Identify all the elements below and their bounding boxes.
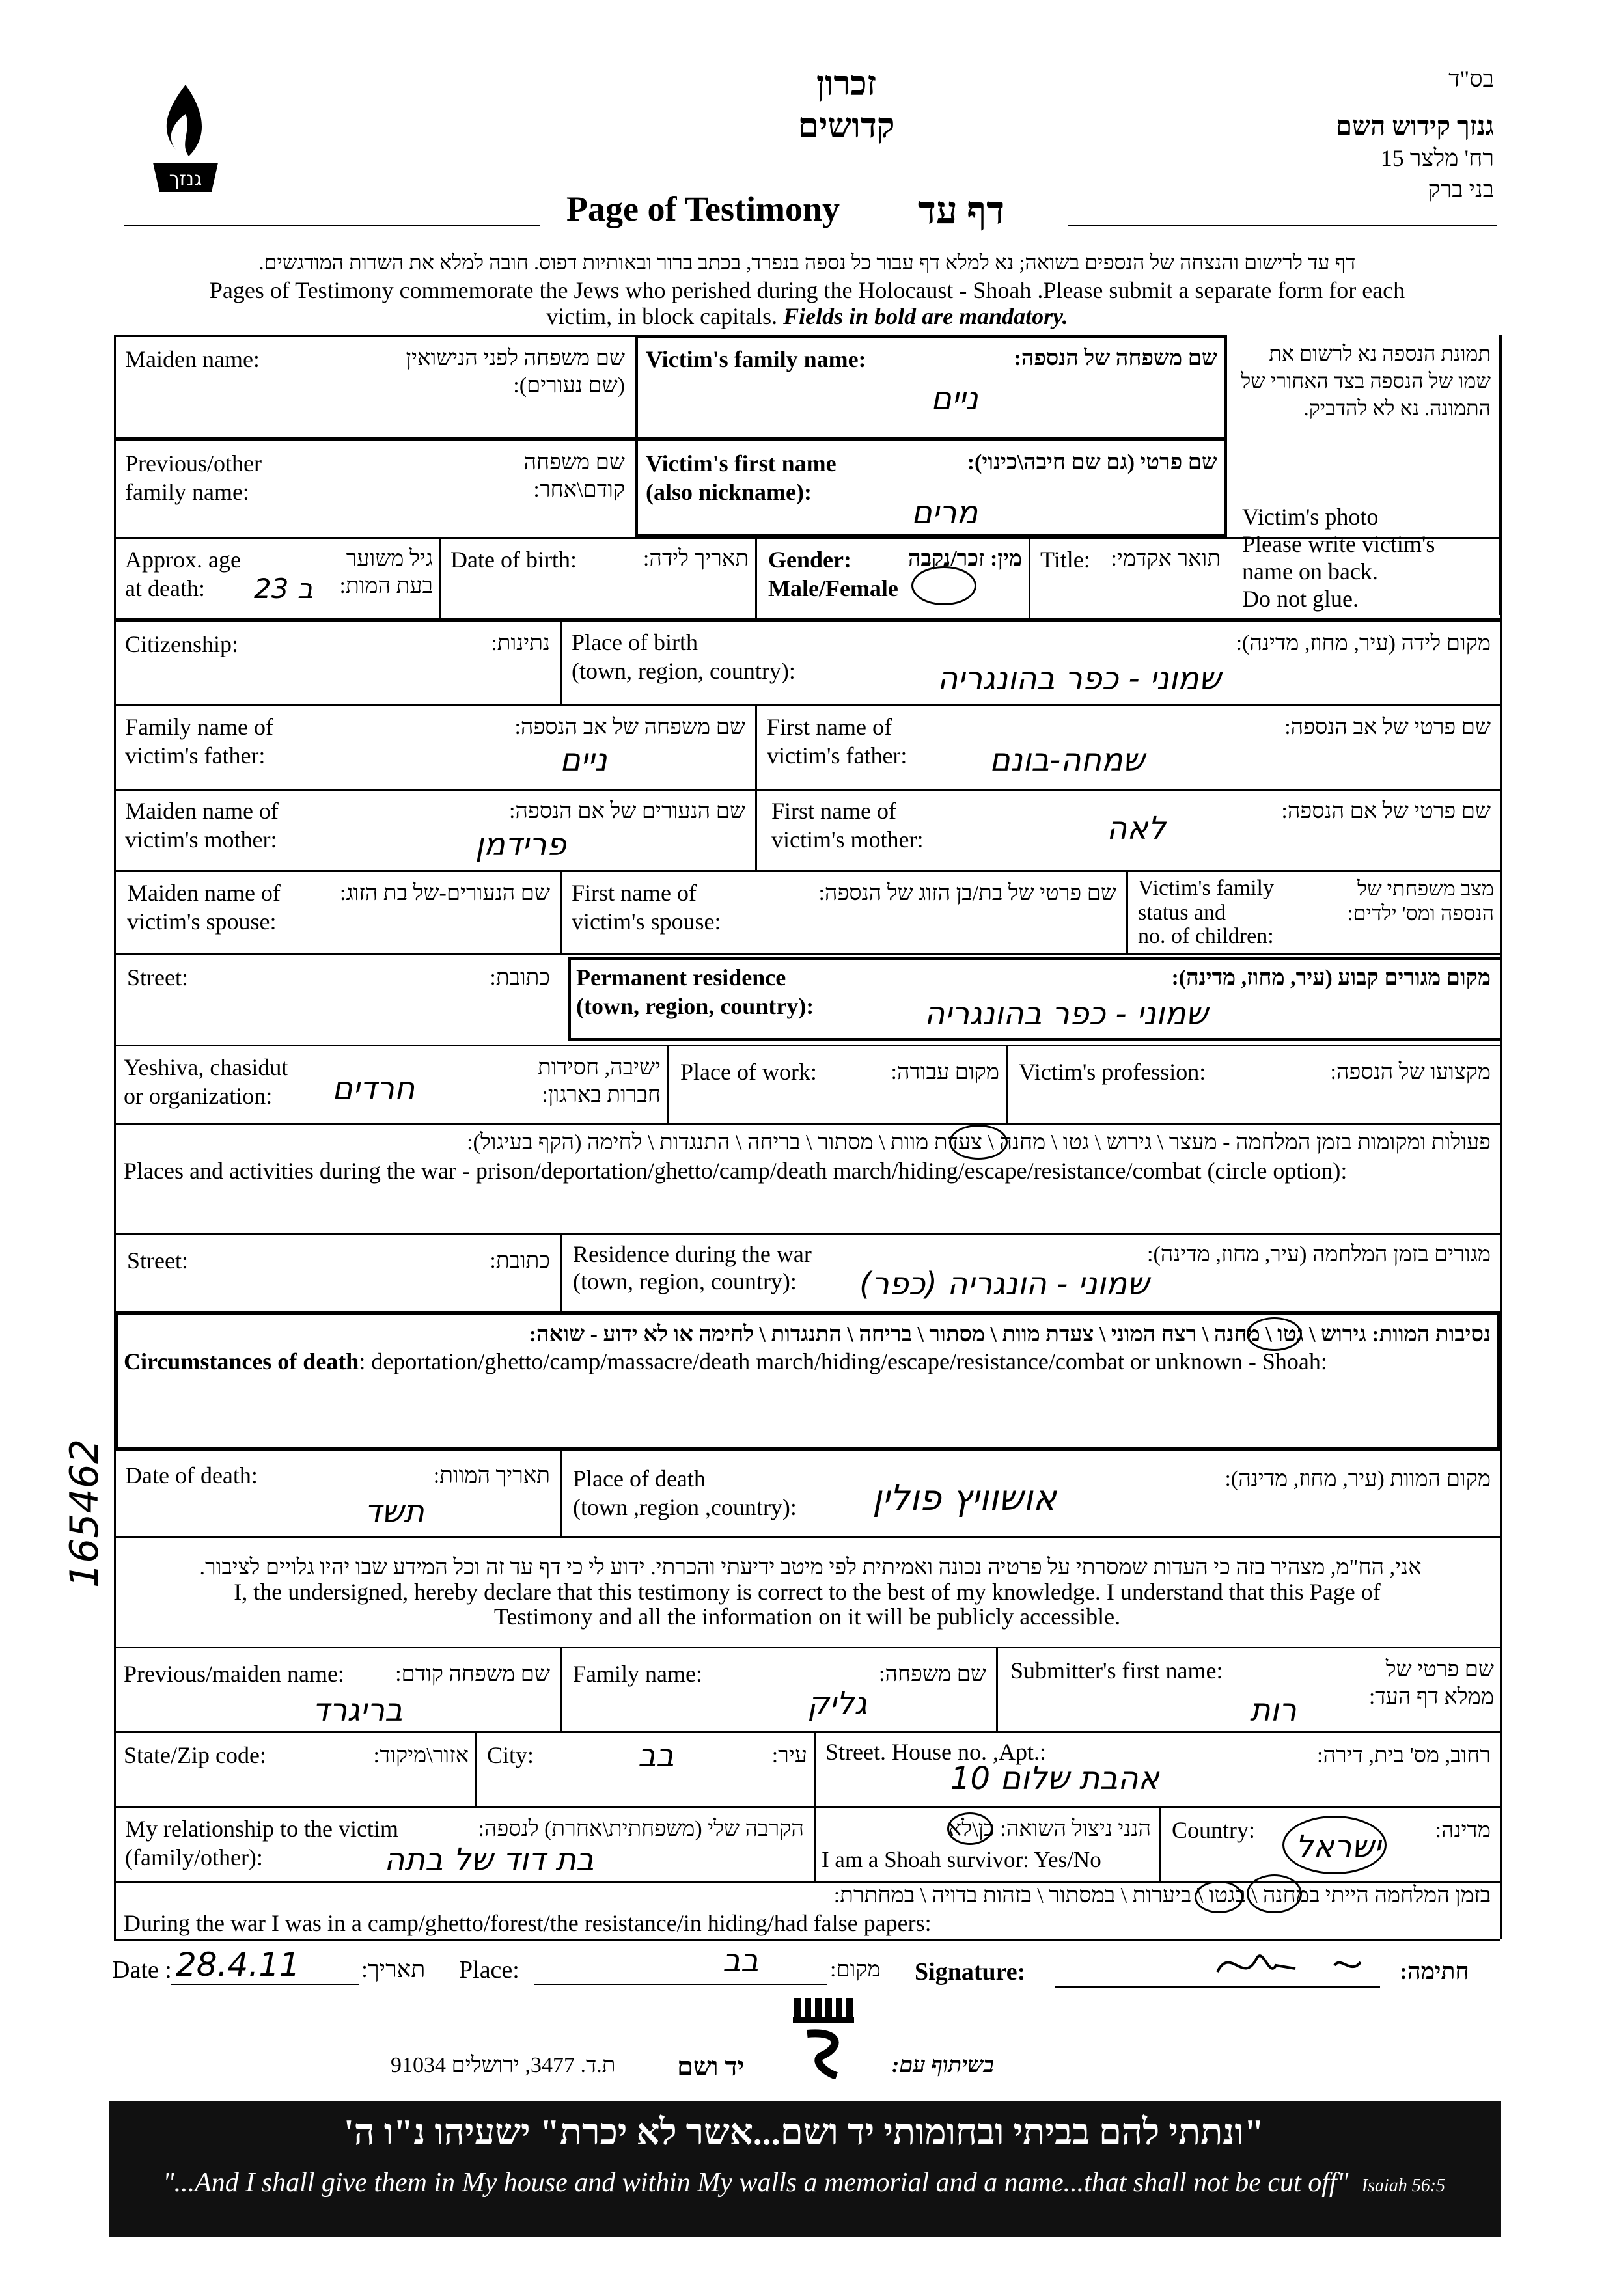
place-of-death-label-1: Place of death [573,1466,706,1492]
circumstances-label [124,1347,1327,1376]
instructions-hebrew: דף עד לרישום והנצחה של הנספים בשואה; נא למלא דף עבור כל נספה בנפרד, בכתב ברור ובאותיות דפוס. חובה למלא את השדות המודגשים. [258,251,1356,274]
signature-hebrew-label: חתימה: [1400,1958,1469,1984]
signature-label: Signature: [915,1958,1026,1986]
svg-text:גנזך: גנזך [169,168,202,191]
street-label: Street: [127,964,188,991]
divider [560,1647,562,1731]
father-family-hebrew-label: שם משפחה של אב הנספה: [514,715,745,739]
war-residence-hebrew-label: מגורים בזמן המלחמה (עיר, מחוז, מדינה): [1147,1242,1491,1266]
declaration-english-1: I, the undersigned, hereby declare that this testimony is correct to the best of my knowledge. I understand that this Page of [234,1579,1381,1605]
relationship-value[interactable]: בת דוד של בתה [384,1842,594,1878]
divider [755,704,757,789]
divider [560,1451,562,1536]
victim-family-name-hebrew-label: שם משפחה של הנספה: [1014,346,1217,370]
title-english: Page of Testimony [566,189,840,228]
submitter-family-name-hebrew-label: שם משפחה: [879,1662,986,1686]
date-label: Date : [112,1956,172,1984]
war-i-label: During the war I was in a camp/ghetto/forest/the resistance/in hiding/had false papers: [124,1910,932,1936]
maiden-name-hebrew-label: שם משפחה לפני הנישואין (שם נעורים): [406,346,625,398]
quote-english-text: "...And I shall give them in My house and within My walls a memorial and a name...that shall not be cut off" [162,2168,1349,2198]
divider [1500,335,1502,1939]
street-hebrew-label: כתובת: [490,966,550,990]
country-value[interactable]: ישראל [1295,1829,1381,1865]
permanent-residence-hebrew-label: מקום מגורים קבוע (עיר, מחוז, מדינה): [1171,966,1491,990]
title-hebrew-main: דף עד [918,189,1005,232]
mother-maiden-hebrew-label: שם הנעורים של אם הנספה: [508,799,745,823]
war-residence-label-2: (town, region, country): [573,1268,797,1294]
father-first-value[interactable]: שמחה-בונם [989,742,1145,778]
activities-label: Places and activities during the war - prison/deportation/ghetto/camp/death march/hiding/escape/resistance/combat (circle option): [124,1158,1348,1184]
yeshiva-value[interactable]: חרדים [332,1071,415,1107]
father-first-hebrew-label: שם פרטי של אב הנספה: [1284,715,1491,739]
city-value[interactable]: בב [638,1738,674,1774]
photo-label-3: name on back. [1242,558,1378,584]
victim-family-name-value[interactable]: ניים [931,381,978,417]
divider [114,789,1500,791]
father-family-value[interactable]: ניים [560,742,607,778]
age-value[interactable]: 23 ב [254,573,314,605]
father-family-label-1: Family name of [125,714,273,740]
divider [560,870,562,953]
divider [1029,537,1030,620]
mother-maiden-label-1: Maiden name of [125,798,279,824]
submitter-first-name-hebrew-label: שם פרטי של ממלא דף העד: [1368,1658,1494,1709]
photo-label-1: Victim's photo [1242,504,1379,530]
submitter-first-name-label: Submitter's first name: [1010,1658,1223,1684]
photo-label-2: Please write victim's [1242,531,1435,557]
mother-first-value[interactable]: לאה [1107,810,1166,847]
divider [114,1731,1500,1733]
place-of-death-label-2: (town ,region ,country): [573,1494,797,1520]
divider [114,1233,1500,1235]
city-label: City: [487,1742,534,1768]
date-value[interactable]: 28.4.11 [176,1946,300,1984]
divider [667,1045,669,1123]
yad-vashem-hebrew: יד ושם [677,2052,745,2081]
title-rule-right [1068,225,1497,226]
divider [560,620,562,704]
place-value[interactable]: בב [723,1943,759,1979]
title-hebrew-line2: קדושים [797,108,895,145]
yad-vashem-address: ת.ד. 3477, ירושלים 91034 [391,2053,616,2077]
title-hebrew-label: תואר אקדמי: [1111,547,1221,571]
maiden-name-label: Maiden name: [125,346,260,372]
partner-hebrew-label: בשיתוף עם: [892,2053,994,2077]
declaration-english-2: Testimony and all the information on it will be publicly accessible. [493,1604,1121,1630]
victim-first-name-hebrew-label: שם פרטי (גם שם חיבה\כינוי): [967,450,1217,474]
birth-place-hebrew-label: מקום לידה (עיר, מחוז, מדינה): [1236,631,1491,655]
title-label: Title: [1040,547,1090,573]
divider [114,439,1227,441]
instructions-english-2-text: victim, in block capitals. [546,303,778,329]
family-status-label-2: status and [1138,901,1226,925]
country-label: Country: [1172,1817,1256,1843]
war-i-hebrew-label: בזמן המלחמה הייתי במחנה \ בגטו \ ביערות \ במסתור \ בזהות בדויה \ במחתרת: [833,1883,1491,1907]
divider [996,1647,998,1731]
divider [534,1984,827,1985]
relationship-label-2: (family/other): [125,1844,263,1870]
profession-label: Victim's profession: [1019,1059,1206,1085]
submitter-street-label: Street. House no. ,Apt.: [825,1739,1046,1765]
family-status-label-3: no. of children: [1138,924,1274,948]
gender-hebrew-label: מין: זכר/נקבה [908,547,1022,571]
divider [114,870,1500,872]
submitter-prev-name-value[interactable]: בריגרד [312,1692,403,1729]
survivor-yes-circle [947,1812,993,1845]
divider [560,1233,562,1311]
divider [114,1536,1500,1538]
divider [114,335,116,1941]
birth-place-label-1: Place of birth [572,629,698,655]
divider [1159,1806,1161,1881]
mother-first-label-1: First name of [771,798,896,824]
prev-family-label-2: family name: [125,479,249,505]
family-status-label-1: Victim's family [1138,876,1274,900]
photo-hebrew-instructions: תמונת הנספה נא לרשום את שמו של הנספה בצד האחורי של התמונה. נא לא להדביק. [1241,342,1491,420]
instructions-mandatory-note: Fields in bold are mandatory. [783,303,1068,329]
mother-first-label-2: victim's mother: [771,827,924,853]
archive-number: 165462 [62,1438,107,1588]
flame-logo-icon [140,78,231,208]
divider [114,953,1500,955]
relationship-hebrew-label: הקרבה שלי (משפחתית\אחרת) לנספה: [478,1817,804,1841]
gender-female-circle [911,566,976,605]
org-hebrew-top: בס"ד [1448,66,1494,92]
quote-hebrew: "ונתתי להם בביתי ובחומותי יד ושם...אשר לא יכרת" ישעיהו נ"ו ה' [344,2112,1264,2153]
org-hebrew-address2: בני ברק [1428,176,1494,202]
activities-camp-circle [949,1125,1008,1160]
mother-maiden-label-2: victim's mother: [125,827,277,853]
divider [755,789,757,870]
divider [1055,1986,1380,1988]
country-circle [1282,1816,1387,1874]
circumstances-label-rest: : deportation/ghetto/camp/massacre/death march/hiding/escape/resistance/combat or unknown - Shoah: [359,1348,1327,1374]
signature-scribble[interactable] [1211,1933,1380,1991]
submitter-family-name-value[interactable]: גליק [807,1686,867,1722]
title-rule-left [124,225,540,226]
age-label-1: Approx. age [125,547,241,573]
submitter-prev-name-hebrew-label: שם משפחה קודם: [395,1662,550,1686]
org-hebrew-name: גנזך קידוש השם [1336,111,1494,141]
victim-family-name-label: Victim's family name: [646,346,866,372]
divider [814,1731,816,1806]
yeshiva-label-2: or organization: [124,1083,273,1109]
zip-label: State/Zip code: [124,1742,266,1768]
age-hebrew-label: גיל משוער בעת המות: [339,547,433,598]
divider [814,1806,816,1881]
family-status-hebrew-label: מצב משפחתי של הנספה ומס' ילדים: [1347,877,1494,925]
divider [171,1984,359,1985]
place-hebrew-label: מקום: [830,1958,881,1982]
victim-first-name-label-1: Victim's first name [646,450,837,476]
father-first-label-1: First name of [767,714,892,740]
divider [114,1647,1500,1648]
divider [755,537,757,620]
gender-label-2: Male/Female [768,575,898,601]
spouse-maiden-label-1: Maiden name of [127,880,281,906]
birth-place-value[interactable]: שמוני - כפר בהונגריה [937,661,1221,697]
photo-label-4: Do not glue. [1242,586,1359,612]
victim-first-name-label-2: (also nickname): [646,479,812,505]
war-street-hebrew-label: כתובת: [490,1249,550,1273]
divider [114,620,1500,622]
quote-english [117,2167,1491,2198]
father-first-label-2: victim's father: [767,743,907,769]
survivor-hebrew-label: הנני ניצול השואה: כן\לא [948,1817,1151,1841]
permanent-residence-label-1: Permanent residence [576,964,786,991]
submitter-first-name-value[interactable]: רות [1250,1692,1297,1729]
war-i-ghetto-circle [1247,1874,1302,1913]
father-family-label-2: victim's father: [125,743,266,769]
place-of-death-hebrew-label: מקום המוות (עיר, מחוז, מדינה): [1224,1467,1491,1491]
workplace-label: Place of work: [680,1059,817,1085]
date-of-death-value[interactable]: תשד [365,1494,424,1530]
divider [1006,1045,1008,1123]
activities-hebrew-label: פעולות ומקומות בזמן המלחמה - מעצר \ גירוש \ גטו \ מחנה \ צעדת מוות \ מסתור \ בריחה \ התנגדות \ לחימה (הקף בעיגול): [467,1130,1491,1155]
declaration-hebrew: אני, הח"מ, מצהיר בזה כי העדות שמסרתי על פרטיה נכונה ואמיתית לפי מיטב ידיעתי והכרתי. ידוע לי כי דף עד זה וכל המידע שבו יהיו גלויים לציבור. [199,1555,1422,1579]
citizenship-label: Citizenship: [125,631,238,657]
submitter-street-value[interactable]: אהבת שלום 10 [950,1760,1159,1797]
circumstances-hebrew-label: נסיבות המוות: גירוש \ גטו \ מחנה \ רצח המוני \ צעדת מוות \ מסתור \ בריחה \ התנגדות \ לחימה או לא ידוע - שואה: [529,1322,1491,1346]
birth-place-label-2: (town, region, country): [572,658,795,684]
profession-hebrew-label: מקצועו של הנספה: [1330,1060,1491,1084]
spouse-maiden-hebrew-label: שם הנעורים-של בת הזוג: [340,881,550,905]
place-of-death-value[interactable]: אושוויץ פולין [872,1477,1057,1518]
divider [114,704,1500,706]
circumstances-camp-circle [1247,1317,1302,1351]
date-of-death-hebrew-label: תאריך המוות: [433,1464,550,1488]
dob-hebrew-label: תאריך לידה: [643,547,749,571]
title-hebrew-line1: זכרון [816,66,876,103]
survivor-label: I am a Shoah survivor: Yes/No [822,1847,1101,1872]
prev-family-hebrew-label: שם משפחה קודם\אחר: [523,450,625,502]
org-hebrew-address1: רח' מלצר 15 [1380,145,1494,171]
country-hebrew-label: מדינה: [1435,1818,1491,1842]
instructions-english-1: Pages of Testimony commemorate the Jews who perished during the Holocaust - Shoah .Please submit a separate form for each [209,277,1405,303]
citizenship-hebrew-label: נתינות: [491,631,550,655]
submitter-family-name-label: Family name: [573,1661,702,1687]
gender-label-1: Gender: [768,547,851,573]
yad-vashem-menorah-icon [788,1995,866,2079]
date-hebrew-label: תאריך: [361,1956,426,1982]
relationship-label-1: My relationship to the victim [125,1816,398,1842]
permanent-residence-value[interactable]: שמוני - כפר בהונגריה [924,996,1208,1032]
prev-family-label-1: Previous/other [125,450,262,476]
divider [439,537,441,620]
war-residence-value[interactable]: שמוני - הונגריה (כפר) [859,1266,1150,1302]
divider [1126,870,1128,953]
submitter-prev-name-label: Previous/maiden name: [124,1661,344,1687]
zip-hebrew-label: אזור\מיקוד: [373,1743,469,1768]
dob-label: Date of birth: [450,547,577,573]
place-label: Place: [459,1956,519,1984]
workplace-hebrew-label: מקום עבודה: [891,1060,999,1084]
spouse-maiden-label-2: victim's spouse: [127,909,277,935]
divider [114,1045,1500,1046]
spouse-first-label-2: victim's spouse: [572,909,721,935]
divider [114,1806,1500,1808]
permanent-residence-label-2: (town, region, country): [576,993,814,1019]
war-residence-label-1: Residence during the war [573,1241,812,1267]
yeshiva-label-1: Yeshiva, chasidut [124,1054,288,1080]
divider [114,1123,1500,1125]
instructions-english-2 [124,303,1491,330]
victim-first-name-value[interactable]: מרים [911,495,978,531]
submitter-street-hebrew-label: רחוב, מס' בית, דירה: [1316,1743,1491,1768]
spouse-first-label-1: First name of [572,880,697,906]
spouse-first-hebrew-label: שם פרטי של בת/בן הזוג של הנספה: [818,881,1116,905]
city-hebrew-label: עיר: [771,1743,807,1768]
war-street-label: Street: [127,1248,188,1274]
yeshiva-hebrew-label: ישיבה, חסידות חברות בארגון: [537,1056,661,1107]
mother-maiden-value[interactable]: פרידמן [475,827,566,863]
mother-first-hebrew-label: שם פרטי של אם הנספה: [1281,799,1491,823]
age-label-2: at death: [125,575,205,601]
circumstances-label-bold: Circumstances of death [124,1348,359,1374]
date-of-death-label: Date of death: [125,1462,258,1488]
quote-reference: Isaiah 56:5 [1361,2176,1446,2196]
war-i-camp-circle [1195,1881,1243,1913]
divider [475,1731,477,1806]
